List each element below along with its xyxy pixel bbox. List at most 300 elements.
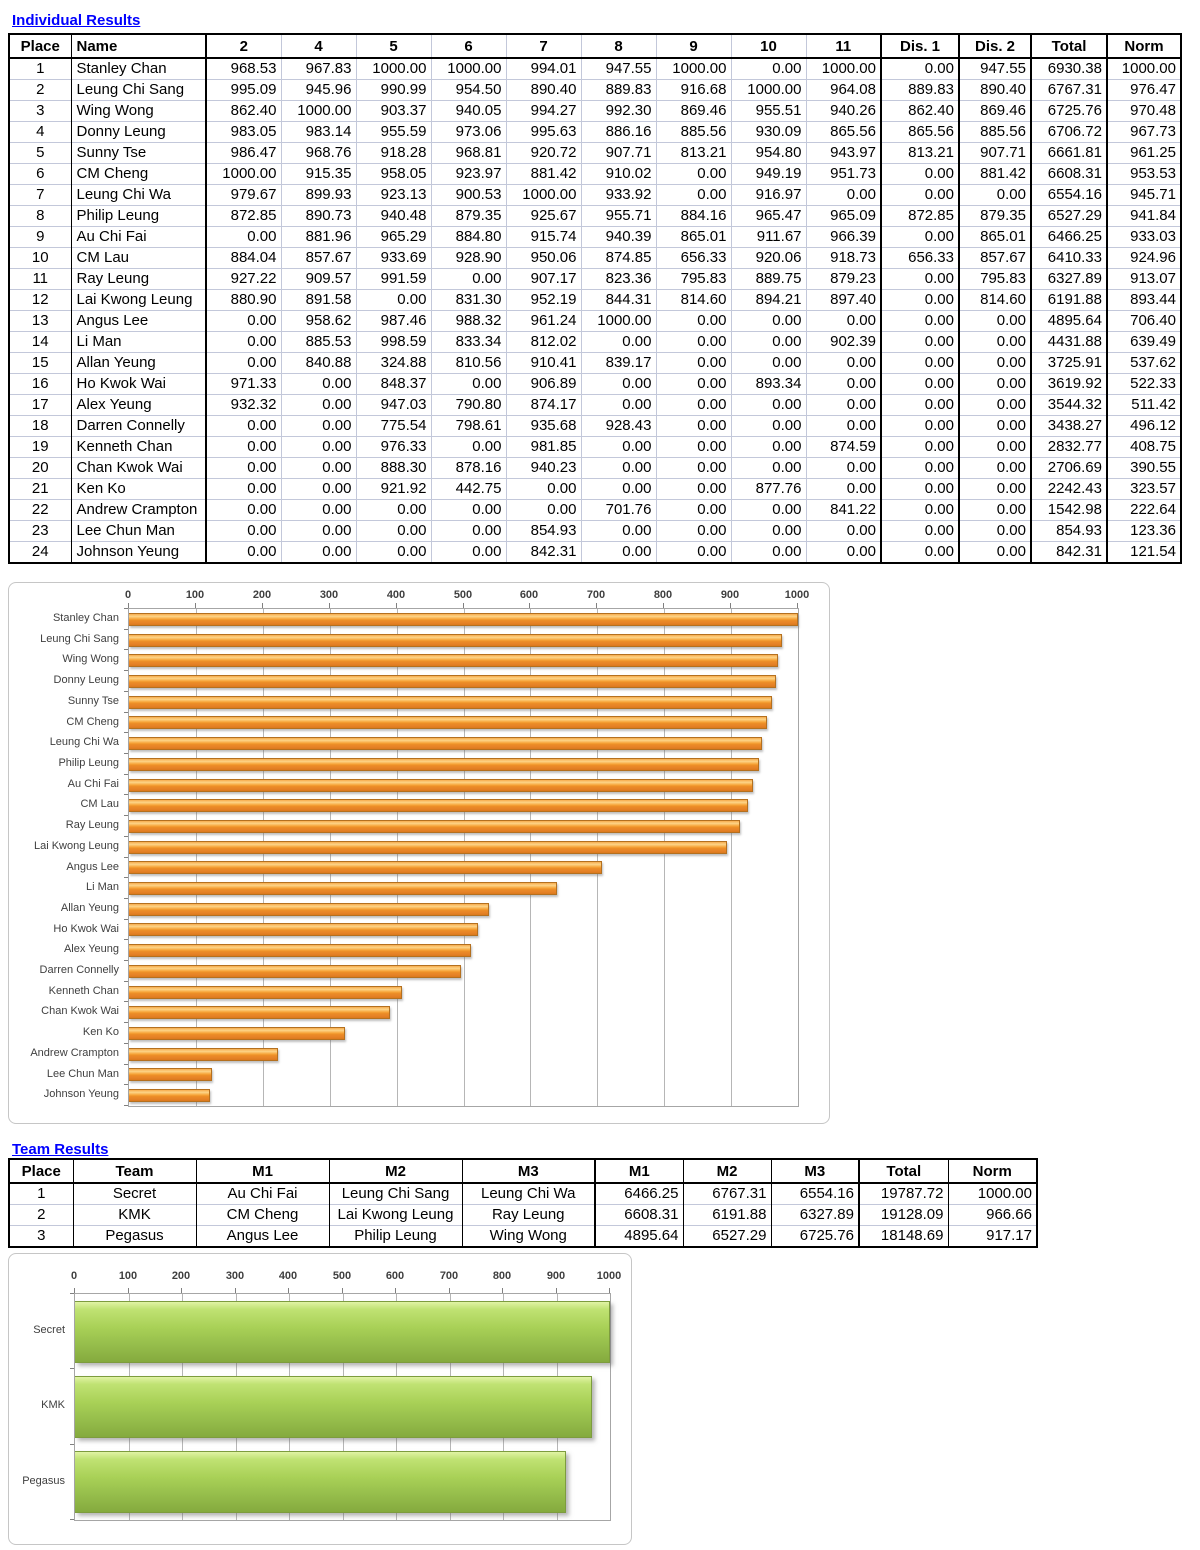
cell[interactable]: 0.00	[656, 374, 731, 395]
cell[interactable]: 0.00	[281, 479, 356, 500]
cell[interactable]: 798.61	[431, 416, 506, 437]
cell[interactable]: 6554.16	[771, 1183, 859, 1205]
cell[interactable]: Ho Kwok Wai	[71, 374, 206, 395]
cell[interactable]: 841.22	[806, 500, 881, 521]
cell[interactable]: 940.26	[806, 101, 881, 122]
cell[interactable]: Stanley Chan	[71, 58, 206, 80]
cell[interactable]: 970.48	[1107, 101, 1181, 122]
cell[interactable]: 0.00	[656, 164, 731, 185]
cell[interactable]: 884.04	[206, 248, 281, 269]
cell[interactable]: 998.59	[356, 332, 431, 353]
cell[interactable]: 842.31	[506, 542, 581, 564]
cell[interactable]: 854.93	[1031, 521, 1107, 542]
cell[interactable]: 2706.69	[1031, 458, 1107, 479]
cell[interactable]: 872.85	[206, 206, 281, 227]
cell[interactable]: Pegasus	[73, 1226, 196, 1248]
cell[interactable]: 0.00	[206, 479, 281, 500]
cell[interactable]: Leung Chi Sang	[71, 80, 206, 101]
cell[interactable]: 964.08	[806, 80, 881, 101]
cell[interactable]: 986.47	[206, 143, 281, 164]
cell[interactable]: 1000.00	[1107, 58, 1181, 80]
cell[interactable]: 496.12	[1107, 416, 1181, 437]
cell[interactable]: 0.00	[206, 416, 281, 437]
cell[interactable]: 6554.16	[1031, 185, 1107, 206]
cell[interactable]: 3619.92	[1031, 374, 1107, 395]
cell[interactable]: 0.00	[281, 416, 356, 437]
cell[interactable]: Ray Leung	[462, 1205, 595, 1226]
cell[interactable]: 933.03	[1107, 227, 1181, 248]
cell[interactable]: CM Lau	[71, 248, 206, 269]
column-header[interactable]: M1	[196, 1159, 329, 1183]
cell[interactable]: Wing Wong	[462, 1226, 595, 1248]
cell[interactable]: Lai Kwong Leung	[71, 290, 206, 311]
column-header[interactable]: Place	[9, 34, 71, 58]
cell[interactable]: 1000.00	[206, 164, 281, 185]
cell[interactable]: 869.46	[959, 101, 1031, 122]
cell[interactable]: 881.42	[959, 164, 1031, 185]
cell[interactable]: 6527.29	[683, 1226, 771, 1248]
cell[interactable]: 0.00	[431, 437, 506, 458]
cell[interactable]: 923.13	[356, 185, 431, 206]
cell[interactable]: 0.00	[881, 521, 959, 542]
cell[interactable]: 6725.76	[771, 1226, 859, 1248]
cell[interactable]: 6191.88	[1031, 290, 1107, 311]
cell[interactable]: Angus Lee	[71, 311, 206, 332]
cell[interactable]: 814.60	[959, 290, 1031, 311]
cell[interactable]: 0.00	[431, 500, 506, 521]
cell[interactable]: 857.67	[959, 248, 1031, 269]
cell[interactable]: 0.00	[656, 416, 731, 437]
cell[interactable]: 0.00	[206, 437, 281, 458]
cell[interactable]: Wing Wong	[71, 101, 206, 122]
cell[interactable]: 6191.88	[683, 1205, 771, 1226]
column-header[interactable]: M2	[329, 1159, 462, 1183]
cell[interactable]: 0.00	[431, 374, 506, 395]
cell[interactable]: 19787.72	[859, 1183, 948, 1205]
cell[interactable]: 0.00	[806, 521, 881, 542]
cell[interactable]: 953.53	[1107, 164, 1181, 185]
cell[interactable]: Li Man	[71, 332, 206, 353]
cell[interactable]: 6767.31	[1031, 80, 1107, 101]
cell[interactable]: 790.80	[431, 395, 506, 416]
cell[interactable]: Leung Chi Wa	[71, 185, 206, 206]
cell[interactable]: 19	[9, 437, 71, 458]
cell[interactable]: 0.00	[656, 437, 731, 458]
cell[interactable]: 0.00	[959, 311, 1031, 332]
cell[interactable]: 0.00	[806, 374, 881, 395]
cell[interactable]: 840.88	[281, 353, 356, 374]
cell[interactable]: 995.09	[206, 80, 281, 101]
column-header[interactable]: M1	[595, 1159, 683, 1183]
cell[interactable]: 844.31	[581, 290, 656, 311]
cell[interactable]: 0.00	[959, 542, 1031, 564]
column-header[interactable]: Place	[9, 1159, 73, 1183]
cell[interactable]: 813.21	[656, 143, 731, 164]
cell[interactable]: 0.00	[581, 332, 656, 353]
cell[interactable]: 0.00	[206, 311, 281, 332]
cell[interactable]: 940.39	[581, 227, 656, 248]
cell[interactable]: 951.73	[806, 164, 881, 185]
cell[interactable]: 911.67	[731, 227, 806, 248]
cell[interactable]: 0.00	[806, 395, 881, 416]
cell[interactable]: 992.30	[581, 101, 656, 122]
cell[interactable]: 874.17	[506, 395, 581, 416]
cell[interactable]: 927.22	[206, 269, 281, 290]
cell[interactable]: 15	[9, 353, 71, 374]
cell[interactable]: Philip Leung	[71, 206, 206, 227]
cell[interactable]: 976.33	[356, 437, 431, 458]
cell[interactable]: 0.00	[281, 458, 356, 479]
cell[interactable]: 945.96	[281, 80, 356, 101]
cell[interactable]: 879.35	[959, 206, 1031, 227]
cell[interactable]: 0.00	[959, 395, 1031, 416]
cell[interactable]: 874.59	[806, 437, 881, 458]
cell[interactable]: 973.06	[431, 122, 506, 143]
cell[interactable]: 907.71	[959, 143, 1031, 164]
cell[interactable]: 885.56	[656, 122, 731, 143]
cell[interactable]: 3544.32	[1031, 395, 1107, 416]
cell[interactable]: 0.00	[581, 437, 656, 458]
cell[interactable]: 0.00	[881, 58, 959, 80]
cell[interactable]: 0.00	[959, 416, 1031, 437]
cell[interactable]: 971.33	[206, 374, 281, 395]
cell[interactable]: 0.00	[281, 395, 356, 416]
cell[interactable]: 0.00	[959, 458, 1031, 479]
cell[interactable]: CM Cheng	[71, 164, 206, 185]
cell[interactable]: 0.00	[959, 500, 1031, 521]
cell[interactable]: 4895.64	[1031, 311, 1107, 332]
cell[interactable]: 947.55	[581, 58, 656, 80]
cell[interactable]: 23	[9, 521, 71, 542]
cell[interactable]: 8	[9, 206, 71, 227]
cell[interactable]: 0.00	[281, 374, 356, 395]
cell[interactable]: 0.00	[581, 479, 656, 500]
cell[interactable]: 842.31	[1031, 542, 1107, 564]
cell[interactable]: Leung Chi Sang	[329, 1183, 462, 1205]
cell[interactable]: 2	[9, 80, 71, 101]
cell[interactable]: 4431.88	[1031, 332, 1107, 353]
cell[interactable]: 701.76	[581, 500, 656, 521]
cell[interactable]: 639.49	[1107, 332, 1181, 353]
cell[interactable]: 0.00	[881, 416, 959, 437]
cell[interactable]: 13	[9, 311, 71, 332]
cell[interactable]: 862.40	[206, 101, 281, 122]
cell[interactable]: Ken Ko	[71, 479, 206, 500]
cell[interactable]: 0.00	[581, 542, 656, 564]
cell[interactable]: 0.00	[656, 353, 731, 374]
cell[interactable]: 0.00	[731, 58, 806, 80]
cell[interactable]: 884.80	[431, 227, 506, 248]
cell[interactable]: 3	[9, 101, 71, 122]
cell[interactable]: 890.40	[506, 80, 581, 101]
cell[interactable]: 935.68	[506, 416, 581, 437]
cell[interactable]: Au Chi Fai	[71, 227, 206, 248]
column-header[interactable]: 6	[431, 34, 506, 58]
cell[interactable]: Philip Leung	[329, 1226, 462, 1248]
cell[interactable]: 976.47	[1107, 80, 1181, 101]
column-header[interactable]: 7	[506, 34, 581, 58]
cell[interactable]: Alex Yeung	[71, 395, 206, 416]
cell[interactable]: 921.92	[356, 479, 431, 500]
cell[interactable]: 19128.09	[859, 1205, 948, 1226]
cell[interactable]: 6327.89	[1031, 269, 1107, 290]
cell[interactable]: 222.64	[1107, 500, 1181, 521]
cell[interactable]: 4	[9, 122, 71, 143]
cell[interactable]: 994.01	[506, 58, 581, 80]
cell[interactable]: 0.00	[356, 500, 431, 521]
cell[interactable]: 20	[9, 458, 71, 479]
cell[interactable]: 923.97	[431, 164, 506, 185]
cell[interactable]: 915.74	[506, 227, 581, 248]
cell[interactable]: 893.44	[1107, 290, 1181, 311]
cell[interactable]: 1000.00	[356, 58, 431, 80]
cell[interactable]: 0.00	[206, 542, 281, 564]
cell[interactable]: Angus Lee	[196, 1226, 329, 1248]
cell[interactable]: 857.67	[281, 248, 356, 269]
cell[interactable]: 930.09	[731, 122, 806, 143]
cell[interactable]: 3	[9, 1226, 73, 1248]
cell[interactable]: 839.17	[581, 353, 656, 374]
cell[interactable]: 6466.25	[1031, 227, 1107, 248]
column-header[interactable]: 8	[581, 34, 656, 58]
cell[interactable]: 14	[9, 332, 71, 353]
cell[interactable]: 0.00	[581, 395, 656, 416]
cell[interactable]: 6527.29	[1031, 206, 1107, 227]
cell[interactable]: Darren Connelly	[71, 416, 206, 437]
cell[interactable]: Sunny Tse	[71, 143, 206, 164]
cell[interactable]: 0.00	[806, 311, 881, 332]
cell[interactable]: 913.07	[1107, 269, 1181, 290]
cell[interactable]: 874.85	[581, 248, 656, 269]
cell[interactable]: 967.73	[1107, 122, 1181, 143]
column-header[interactable]: 2	[206, 34, 281, 58]
cell[interactable]: 0.00	[881, 542, 959, 564]
column-header[interactable]: 11	[806, 34, 881, 58]
cell[interactable]: 854.93	[506, 521, 581, 542]
cell[interactable]: KMK	[73, 1205, 196, 1226]
cell[interactable]: 123.36	[1107, 521, 1181, 542]
cell[interactable]: 933.92	[581, 185, 656, 206]
cell[interactable]: Johnson Yeung	[71, 542, 206, 564]
cell[interactable]: 813.21	[881, 143, 959, 164]
cell[interactable]: 943.97	[806, 143, 881, 164]
cell[interactable]: 22	[9, 500, 71, 521]
cell[interactable]: 928.43	[581, 416, 656, 437]
cell[interactable]: 958.05	[356, 164, 431, 185]
cell[interactable]: 987.46	[356, 311, 431, 332]
cell[interactable]: 0.00	[656, 542, 731, 564]
cell[interactable]: 965.47	[731, 206, 806, 227]
cell[interactable]: 885.56	[959, 122, 1031, 143]
cell[interactable]: 0.00	[731, 521, 806, 542]
cell[interactable]: 872.85	[881, 206, 959, 227]
cell[interactable]: 0.00	[806, 353, 881, 374]
column-header[interactable]: Dis. 2	[959, 34, 1031, 58]
cell[interactable]: 865.01	[656, 227, 731, 248]
cell[interactable]: 954.50	[431, 80, 506, 101]
cell[interactable]: 9	[9, 227, 71, 248]
cell[interactable]: 814.60	[656, 290, 731, 311]
cell[interactable]: 1000.00	[431, 58, 506, 80]
cell[interactable]: 831.30	[431, 290, 506, 311]
cell[interactable]: 323.57	[1107, 479, 1181, 500]
cell[interactable]: 12	[9, 290, 71, 311]
cell[interactable]: 902.39	[806, 332, 881, 353]
cell[interactable]: Allan Yeung	[71, 353, 206, 374]
cell[interactable]: 0.00	[806, 458, 881, 479]
cell[interactable]: 881.96	[281, 227, 356, 248]
cell[interactable]: 812.02	[506, 332, 581, 353]
column-header[interactable]: 9	[656, 34, 731, 58]
cell[interactable]: 890.40	[959, 80, 1031, 101]
cell[interactable]: 1542.98	[1031, 500, 1107, 521]
cell[interactable]: 907.17	[506, 269, 581, 290]
column-header[interactable]: M3	[771, 1159, 859, 1183]
cell[interactable]: 950.06	[506, 248, 581, 269]
cell[interactable]: 940.05	[431, 101, 506, 122]
cell[interactable]: Leung Chi Wa	[462, 1183, 595, 1205]
cell[interactable]: 897.40	[806, 290, 881, 311]
cell[interactable]: 0.00	[881, 395, 959, 416]
cell[interactable]: 925.67	[506, 206, 581, 227]
cell[interactable]: 0.00	[959, 521, 1031, 542]
cell[interactable]: 955.71	[581, 206, 656, 227]
cell[interactable]: 775.54	[356, 416, 431, 437]
cell[interactable]: 0.00	[206, 227, 281, 248]
cell[interactable]: 869.46	[656, 101, 731, 122]
cell[interactable]: 6466.25	[595, 1183, 683, 1205]
cell[interactable]: 933.69	[356, 248, 431, 269]
cell[interactable]: 408.75	[1107, 437, 1181, 458]
cell[interactable]: 0.00	[281, 500, 356, 521]
cell[interactable]: 0.00	[881, 290, 959, 311]
cell[interactable]: 16	[9, 374, 71, 395]
cell[interactable]: 886.16	[581, 122, 656, 143]
cell[interactable]: 0.00	[959, 374, 1031, 395]
cell[interactable]: 880.90	[206, 290, 281, 311]
cell[interactable]: 889.83	[881, 80, 959, 101]
cell[interactable]: 979.67	[206, 185, 281, 206]
cell[interactable]: 0.00	[731, 353, 806, 374]
cell[interactable]: 3438.27	[1031, 416, 1107, 437]
cell[interactable]: 3725.91	[1031, 353, 1107, 374]
column-header[interactable]: Total	[1031, 34, 1107, 58]
cell[interactable]: 656.33	[656, 248, 731, 269]
cell[interactable]: 0.00	[731, 332, 806, 353]
cell[interactable]: 916.68	[656, 80, 731, 101]
cell[interactable]: 0.00	[881, 227, 959, 248]
cell[interactable]: 0.00	[281, 521, 356, 542]
cell[interactable]: 0.00	[959, 185, 1031, 206]
cell[interactable]: 941.84	[1107, 206, 1181, 227]
cell[interactable]: 879.23	[806, 269, 881, 290]
cell[interactable]: 1000.00	[581, 311, 656, 332]
cell[interactable]: 2242.43	[1031, 479, 1107, 500]
cell[interactable]: 0.00	[806, 479, 881, 500]
cell[interactable]: 6608.31	[1031, 164, 1107, 185]
cell[interactable]: 0.00	[656, 521, 731, 542]
cell[interactable]: CM Cheng	[196, 1205, 329, 1226]
cell[interactable]: 21	[9, 479, 71, 500]
cell[interactable]: 7	[9, 185, 71, 206]
cell[interactable]: 1000.00	[948, 1183, 1037, 1205]
cell[interactable]: 2832.77	[1031, 437, 1107, 458]
cell[interactable]: 862.40	[881, 101, 959, 122]
column-header[interactable]: M3	[462, 1159, 595, 1183]
cell[interactable]: 966.39	[806, 227, 881, 248]
cell[interactable]: 0.00	[581, 458, 656, 479]
cell[interactable]: 865.01	[959, 227, 1031, 248]
cell[interactable]: 5	[9, 143, 71, 164]
cell[interactable]: 11	[9, 269, 71, 290]
cell[interactable]: 0.00	[506, 500, 581, 521]
cell[interactable]: 893.34	[731, 374, 806, 395]
cell[interactable]: 910.41	[506, 353, 581, 374]
cell[interactable]: 965.09	[806, 206, 881, 227]
cell[interactable]: 0.00	[281, 437, 356, 458]
cell[interactable]: 4895.64	[595, 1226, 683, 1248]
cell[interactable]: 961.24	[506, 311, 581, 332]
cell[interactable]: 795.83	[959, 269, 1031, 290]
cell[interactable]: 0.00	[656, 185, 731, 206]
cell[interactable]: 0.00	[806, 542, 881, 564]
cell[interactable]: 0.00	[731, 416, 806, 437]
cell[interactable]: 983.05	[206, 122, 281, 143]
column-header[interactable]: Team	[73, 1159, 196, 1183]
cell[interactable]: 877.76	[731, 479, 806, 500]
cell[interactable]: 955.59	[356, 122, 431, 143]
cell[interactable]: 121.54	[1107, 542, 1181, 564]
column-header[interactable]: 5	[356, 34, 431, 58]
cell[interactable]: Secret	[73, 1183, 196, 1205]
cell[interactable]: 907.71	[581, 143, 656, 164]
cell[interactable]: 924.96	[1107, 248, 1181, 269]
cell[interactable]: 906.89	[506, 374, 581, 395]
cell[interactable]: 833.34	[431, 332, 506, 353]
cell[interactable]: 0.00	[656, 458, 731, 479]
cell[interactable]: 947.55	[959, 58, 1031, 80]
cell[interactable]: 920.72	[506, 143, 581, 164]
cell[interactable]: 940.48	[356, 206, 431, 227]
cell[interactable]: 0.00	[806, 416, 881, 437]
cell[interactable]: 0.00	[656, 500, 731, 521]
cell[interactable]: 991.59	[356, 269, 431, 290]
cell[interactable]: 947.03	[356, 395, 431, 416]
cell[interactable]: 885.53	[281, 332, 356, 353]
cell[interactable]: 0.00	[656, 479, 731, 500]
column-header[interactable]: 10	[731, 34, 806, 58]
cell[interactable]: 888.30	[356, 458, 431, 479]
cell[interactable]: 909.57	[281, 269, 356, 290]
cell[interactable]: 0.00	[731, 458, 806, 479]
cell[interactable]: 6327.89	[771, 1205, 859, 1226]
cell[interactable]: 0.00	[431, 269, 506, 290]
cell[interactable]: 795.83	[656, 269, 731, 290]
cell[interactable]: Kenneth Chan	[71, 437, 206, 458]
cell[interactable]: 0.00	[731, 542, 806, 564]
cell[interactable]: 0.00	[206, 500, 281, 521]
cell[interactable]: 890.73	[281, 206, 356, 227]
cell[interactable]: 0.00	[356, 290, 431, 311]
cell[interactable]: 1000.00	[731, 80, 806, 101]
cell[interactable]: 0.00	[506, 479, 581, 500]
cell[interactable]: 0.00	[656, 311, 731, 332]
cell[interactable]: 0.00	[656, 395, 731, 416]
cell[interactable]: 1000.00	[506, 185, 581, 206]
cell[interactable]: 17	[9, 395, 71, 416]
cell[interactable]: 0.00	[959, 479, 1031, 500]
cell[interactable]: Andrew Crampton	[71, 500, 206, 521]
